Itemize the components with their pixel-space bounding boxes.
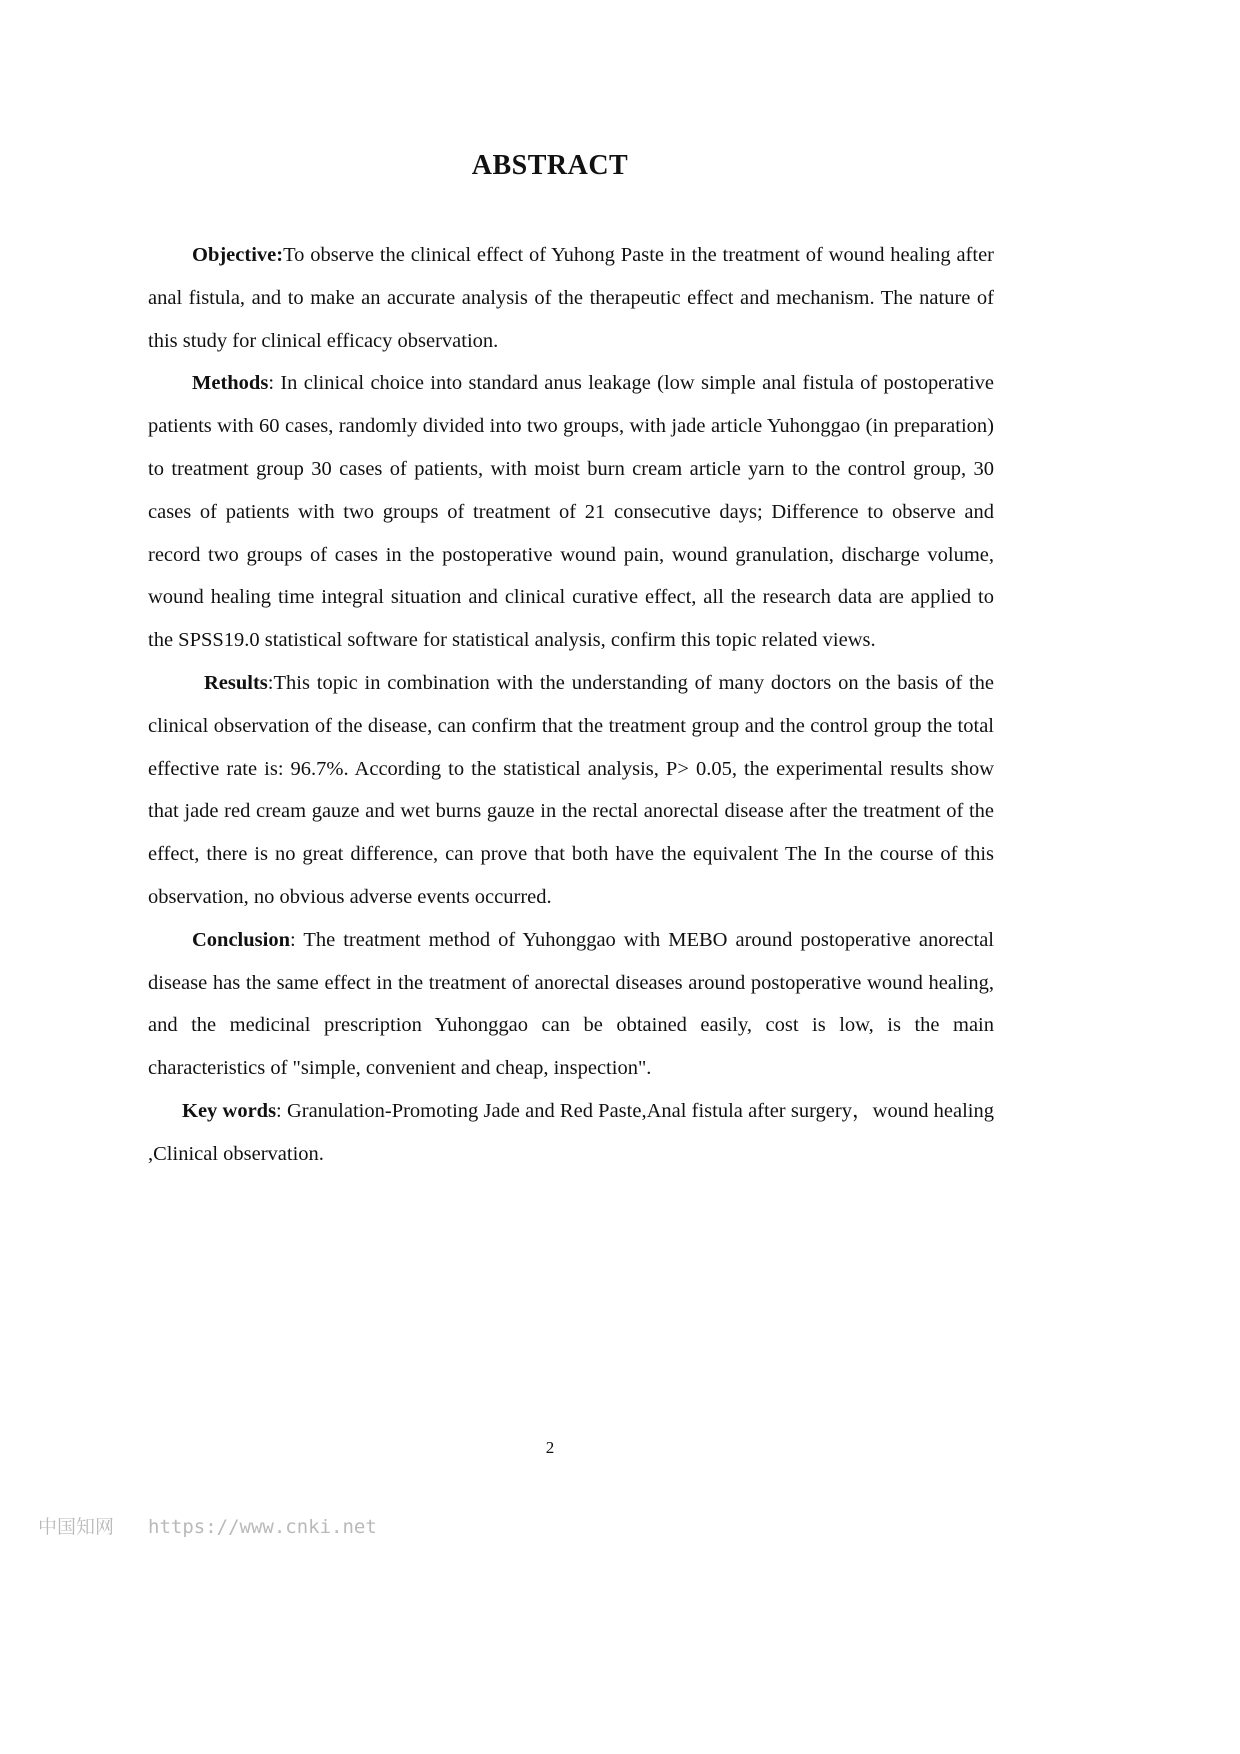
site-url-watermark: https://www.cnki.net [148,1516,377,1538]
methods-paragraph [148,362,994,662]
watermark-footer [38,1512,377,1539]
objective-label: Objective: [192,244,284,266]
conclusion-label: Conclusion [192,928,290,951]
objective-text: To observe the clinical effect of Yuhong Paste in the treatment of wound healing after anal fistula, and to make an accurate analysis of the therapeutic effect and mechanism. The nature of this study for clinical efficacy observation. [148,244,994,352]
site-name-watermark: 中国知网 [38,1516,115,1538]
abstract-title: ABSTRACT [471,150,629,181]
methods-text: : In clinical choice into standard anus leakage (low simple anal fistula of postoperative patients with 60 cases, randomly divided into two groups, with jade article Yuhonggao (in preparation) to treatment group 30 cases of patients, with moist burn cream article yarn to the control group, 30 cases of patients with two groups of treatment of 21 consecutive days; Difference to observe and record two groups of cases in the postoperative wound pain, wound granulation, discharge volume, wound healing time integral situation and clinical curative effect, all the research data are applied to the SPSS19.0 statistical software for statistical analysis, confirm this topic related views. [148,372,994,652]
conclusion-text: : The treatment method of Yuhonggao with MEBO around postoperative anorectal disease has the same effect in the treatment of anorectal diseases around postoperative wound healing, and the medicinal prescription Yuhonggao can be obtained easily, cost is low, is the main characteristics of "simple, convenient and cheap, inspection". [148,928,994,1080]
conclusion-paragraph [148,919,994,1090]
results-label: Results [204,671,268,694]
results-text: :This topic in combination with the understanding of many doctors on the basis of the clinical observation of the disease, can confirm that the treatment group and the control group the total effective rate is: 96.7%. According to the statistical analysis, P> 0.05, the experimental results show that jade red cream gauze and wet burns gauze in the rectal anorectal disease after the treatment of the effect, there is no great difference, can prove that both have the equivalent The In the course of this observation, no obvious adverse events occurred. [148,671,994,908]
results-paragraph [148,662,994,919]
page-number: 2 [545,1438,555,1457]
keywords-text: : Granulation-Promoting Jade and Red Paste,Anal fistula after surgery，wound healing ,Clinical observation. [148,1099,994,1165]
methods-label: Methods [192,372,269,395]
abstract-body [148,234,994,1176]
objective-paragraph [148,234,994,362]
keywords-label: Key words [182,1099,277,1122]
keywords-paragraph [148,1090,994,1176]
